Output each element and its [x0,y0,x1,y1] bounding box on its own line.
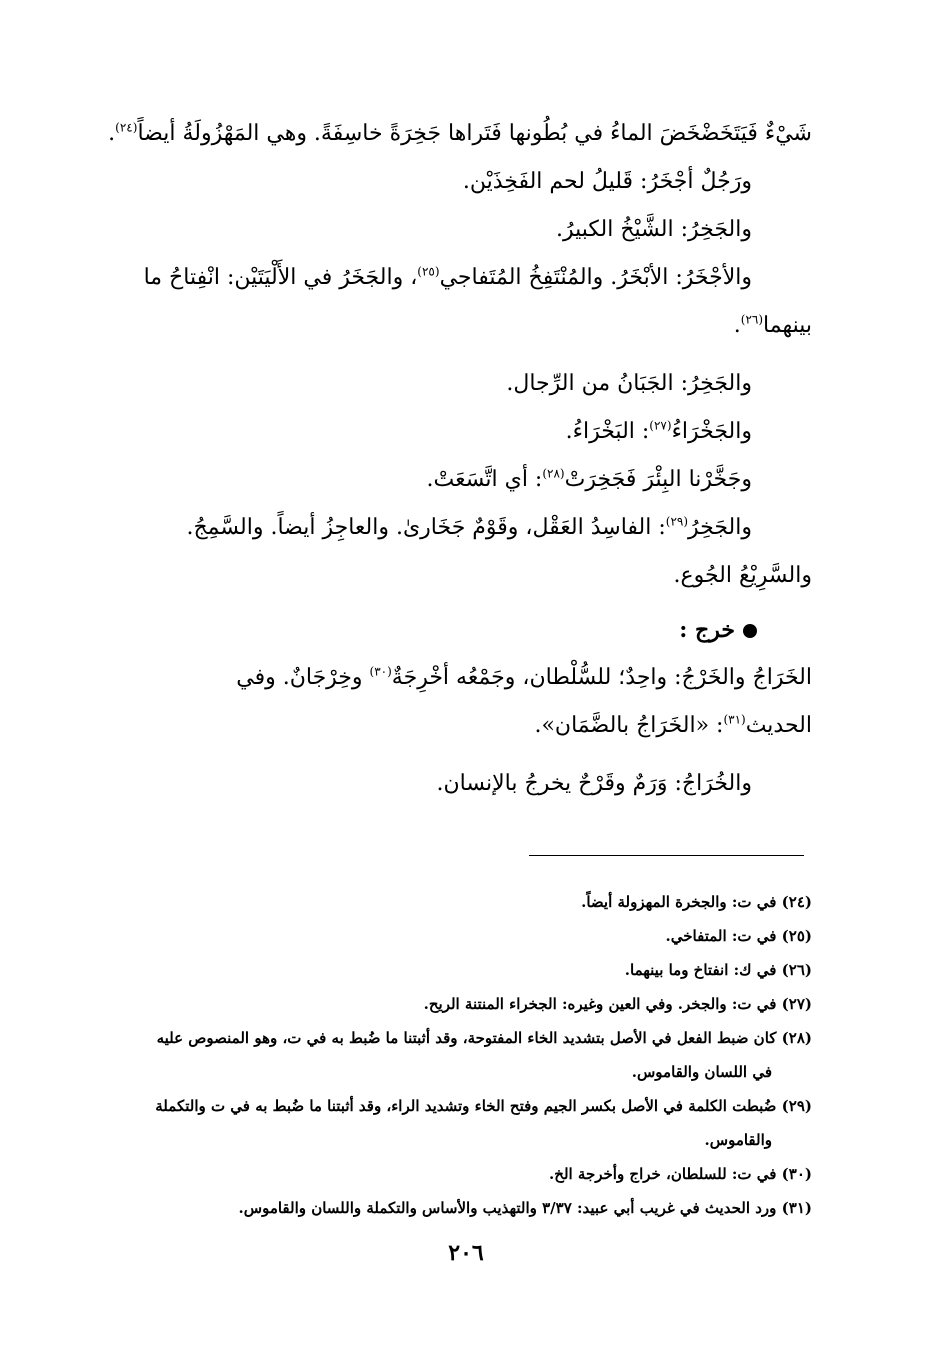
footnote-text: في ك: انفتاخ وما بينهما. [624,961,777,979]
line-tail: : أي اتَّسَعَتْ. [426,467,543,492]
text-line-8 [80,456,812,504]
line-tail: وخِرْجَانٌ. وفي [236,665,370,690]
footnote-ref: (٢٨) [542,466,565,481]
text-line-4 [80,254,812,302]
footnote-ref: (٢٥) [417,264,440,279]
line-text: والجَخْرَاءُ [671,419,752,444]
line-tail: : البَخْرَاءُ. [565,419,650,444]
text-line-12 [80,702,812,750]
footnote-number: (٢٩) [781,1097,812,1115]
footnote-number: (٣١) [781,1199,812,1217]
line-text: بينهما [763,313,812,338]
footnote-text: ورد الحديث في غريب أبي عبيد: ٣/٣٧ والتهذيب والأساس والتكملة واللسان والقاموس. [238,1199,777,1217]
footnote-continuation: والقاموس. [704,1131,772,1149]
footnote-ref: (٣٠) [369,664,392,679]
line-text: والسَّرِيْعُ الجُوع. [673,563,812,588]
footnote-continuation: في اللسان والقاموس. [631,1063,772,1081]
footnote-28 [80,1021,812,1089]
footnote-number: (٢٥) [781,927,812,945]
footnote-ref: (٢٩) [665,514,689,529]
text-line-2 [80,158,812,206]
line-tail: . [108,121,116,146]
footnote-29 [80,1089,812,1157]
footnotes [80,885,812,1225]
line-text: والخُرَاجُ: وَرَمٌ وقَرْحٌ يخرجُ بالإنسان. [436,771,752,796]
footnote-26 [80,953,812,987]
footnote-number: (٣٠) [781,1165,812,1183]
line-text: والأجْخَرُ: الأبْخَرُ. والمُنْتَفِخُ المُتَفاجي [439,265,752,290]
text-line-1 [80,110,812,158]
line-tail: : «الخَرَاجُ بالضَّمَان». [534,713,724,738]
footnote-number: (٢٧) [781,995,812,1013]
footnote-text: في ت: والجخر. وفي العين وغيره: الجخراء المنتنة الريح. [423,995,777,1013]
footnote-divider [529,855,804,856]
page-number: ٢٠٦ [448,1240,484,1266]
heading-text: خرج : [679,617,735,643]
footnote-31 [80,1191,812,1225]
line-text: شَيْءٌ فَيَتَخَضْخَضَ الماءُ في بُطُونها فَتَراها جَخِرَةً خاسِفَةً. وهي المَهْزُولَةُ أيضاً [137,121,812,146]
line-text: وجَخَّرْنا البِئْرَ فَجَخِرَتْ [564,467,752,492]
line-text: والجَخِرُ [688,515,752,540]
text-line-5 [80,302,812,350]
text-line-7 [80,408,812,456]
text-line-9 [80,504,812,552]
footnote-30 [80,1157,812,1191]
footnote-ref: (٣١) [723,712,746,727]
footnote-ref: (٢٤) [115,120,138,135]
footnote-ref: (٢٧) [649,418,672,433]
text-line-10 [80,552,812,600]
footnote-25 [80,919,812,953]
footnote-text: في ت: والجخرة المهزولة أيضاً. [581,893,777,911]
line-tail: ، والجَخَرُ في الأَلْيَتَيْن: انْفِتاحُ ما [143,265,418,290]
footnote-text: كان ضبط الفعل في الأصل بتشديد الخاء المفتوحة، وقد أثبتنا ما ضُبط به في ت، وهو المنصوص عليه [156,1029,777,1047]
main-text [80,110,812,808]
footnote-text: في ت: للسلطان، خراج وأخرجة الخ. [549,1165,777,1183]
footnote-number: (٢٤) [781,893,812,911]
line-text: الحديث [745,713,812,738]
footnote-ref: (٢٦) [740,312,764,327]
footnote-text: ضُبطت الكلمة في الأصل بكسر الجيم وفتح الخاء وتشديد الراء، وقد أثبتنا ما ضُبط به في ت والتكملة [155,1097,777,1115]
footnote-number: (٢٨) [781,1029,812,1047]
text-line-11 [80,654,812,702]
line-text: الخَرَاجُ والخَرْجُ: واحِدٌ؛ للسُّلْطان، وجَمْعُه أخْرِجَةٌ [391,665,812,690]
text-line-3 [80,206,812,254]
line-tail: : الفاسِدُ العَقْل، وقَوْمٌ جَخَارىٰ. والعاجِزُ أيضاً. والسَّمِجُ. [186,515,666,540]
footnote-text: في ت: المتفاخي. [665,927,777,945]
line-tail: . [733,313,741,338]
text-line-13 [80,760,812,808]
entry-heading [80,606,812,654]
bullet-icon [743,624,757,638]
footnote-number: (٢٦) [781,961,812,979]
footnote-27 [80,987,812,1021]
line-text: والجَخِرُ: الشَّيْخُ الكبيرُ. [555,217,752,242]
text-line-6 [80,360,812,408]
footnote-24 [80,885,812,919]
line-text: والجَخِرُ: الجَبَانُ من الرِّجال. [506,371,752,396]
line-text: ورَجُلٌ أجْخَرُ: قَليلُ لحم الفَخِذَيْن. [462,169,752,194]
